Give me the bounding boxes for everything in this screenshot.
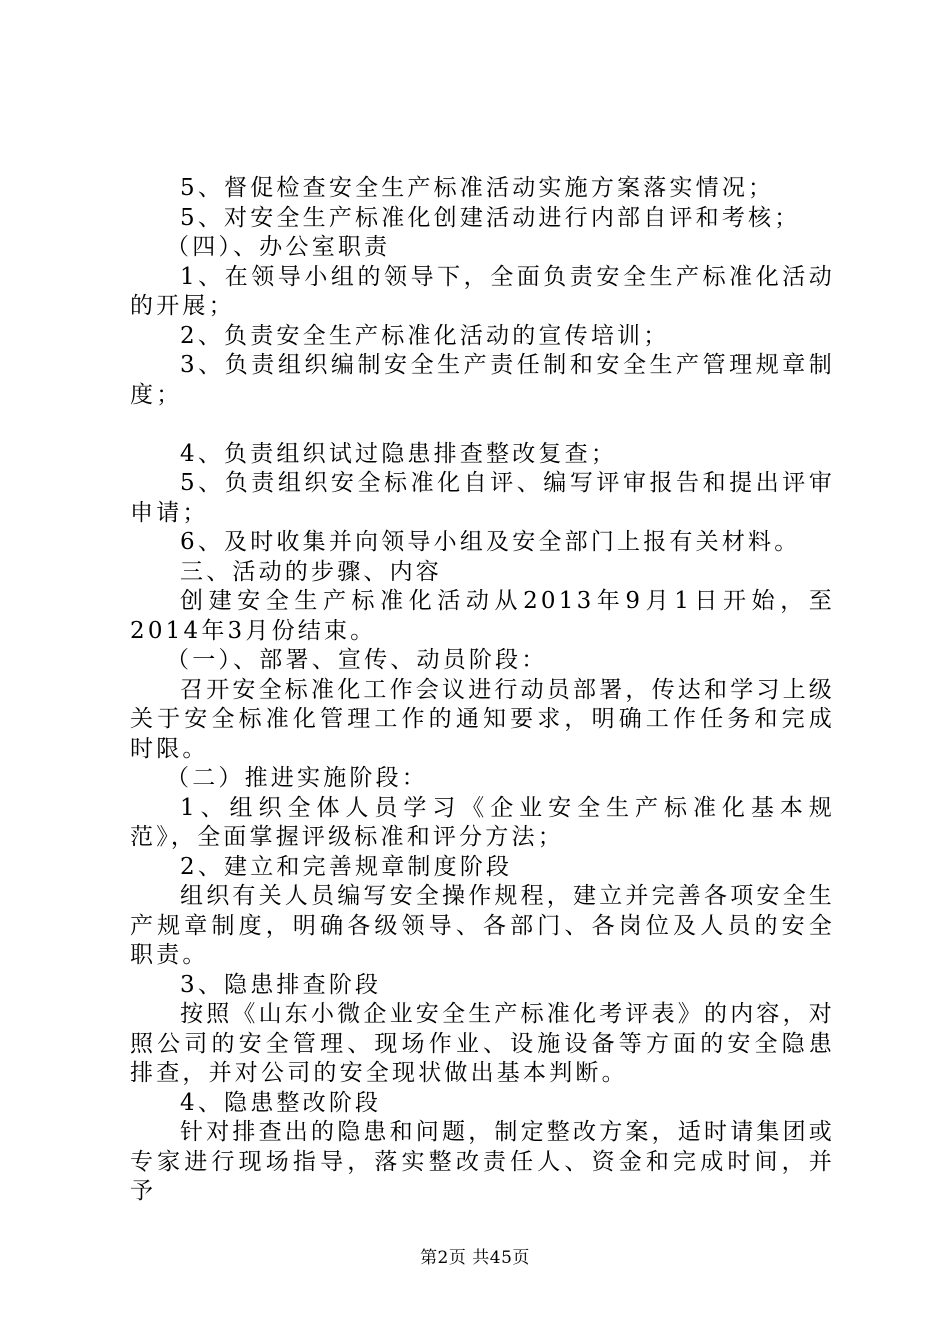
paragraph: 按照《山东小微企业安全生产标准化考评表》的内容，对照公司的安全管理、现场作业、设施设备等方面的安全隐患排查，并对公司的安全现状做出基本判断。 <box>130 1001 835 1086</box>
paragraph: 4、负责组织试过隐患排查整改复查； <box>180 440 618 467</box>
paragraph: 召开安全标准化工作会议进行动员部署，传达和学习上级关于安全标准化管理工作的通知要求，明确工作任务和完成时限。 <box>130 676 835 762</box>
paragraph: 3、负责组织编制安全生产责任制和安全生产管理规章制度； <box>130 352 835 408</box>
page-footer: 第2页 共45页 <box>420 1248 530 1268</box>
paragraph: 1、组织全体人员学习《企业安全生产标准化基本规范》，全面掌握评级标准和评分方法； <box>130 794 835 850</box>
section-heading: （一）、部署、宣传、动员阶段： <box>166 647 548 673</box>
paragraph: 4、隐患整改阶段 <box>180 1089 382 1116</box>
section-heading: （四）、办公室职责 <box>166 234 391 260</box>
paragraph: 2、建立和完善规章制度阶段 <box>180 853 513 880</box>
paragraph: 创建安全生产标准化活动从2013年9月1日开始，至2014年3月份结束。 <box>130 588 835 644</box>
paragraph: 5、督促检查安全生产标准活动实施方案落实情况； <box>180 175 775 201</box>
document-body <box>130 174 835 1207</box>
paragraph: 组织有关人员编写安全操作规程，建立并完善各项安全生产规章制度，明确各级领导、各部门、各岗位及人员的安全职责。 <box>130 883 835 968</box>
section-heading: 三、活动的步骤、内容 <box>180 558 442 585</box>
paragraph: 3、隐患排查阶段 <box>180 971 382 998</box>
section-heading: （二）推进实施阶段： <box>166 765 428 791</box>
paragraph: 6、及时收集并向领导小组及安全部门上报有关材料。 <box>180 529 801 555</box>
paragraph: 1、在领导小组的领导下，全面负责安全生产标准化活动的开展； <box>130 263 835 319</box>
paragraph: 针对排查出的隐患和问题，制定整改方案，适时请集团或专家进行现场指导，落实整改责任人、资金和完成时间，并予 <box>130 1119 835 1204</box>
paragraph: 2、负责安全生产标准化活动的宣传培训； <box>180 322 670 349</box>
paragraph: 5、对安全生产标准化创建活动进行内部自评和考核； <box>180 204 801 231</box>
blank-line <box>130 410 835 440</box>
paragraph: 5、负责组织安全标准化自评、编写评审报告和提出评审申请； <box>130 470 835 526</box>
